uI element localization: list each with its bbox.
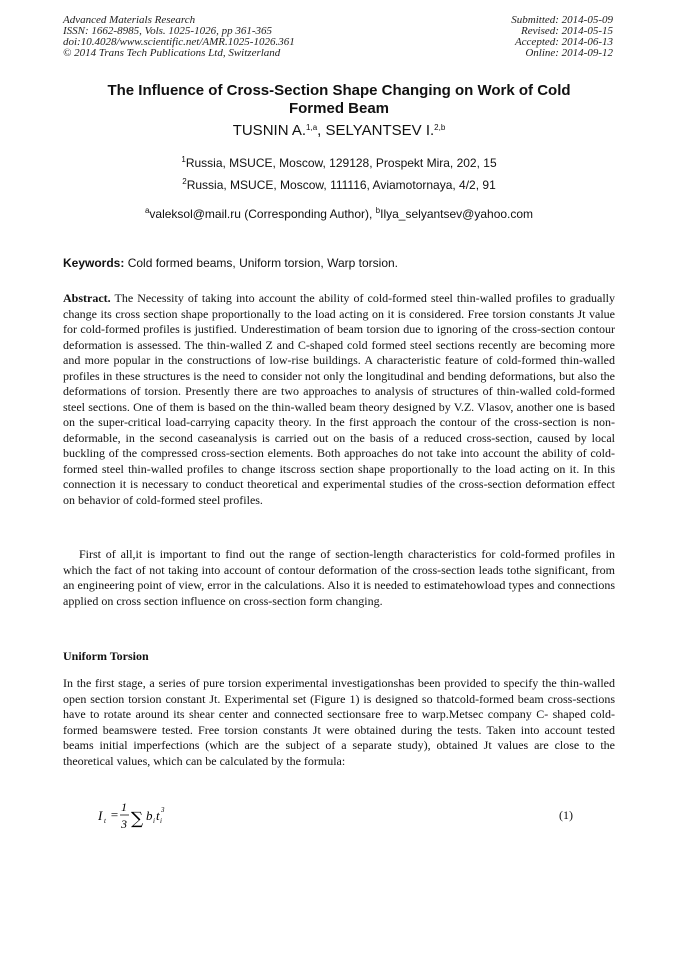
author-separator: , xyxy=(317,122,326,139)
eq-term-b: b xyxy=(146,808,153,823)
journal-header-right xyxy=(511,15,613,59)
eq-term-t-subscript: i xyxy=(160,817,162,825)
body-paragraph-3: In the first stage, a series of pure torsion experimental investigationshas been provided to specify the thin-walled open section torsion constant Jt. Experimental set (Figure 1) is designed so thatcold-formed beam cross-sections have to rotate around its shear center and connected sectionsare free to warp.Metsec company C- shaped cold-formed beamswere tested. Free torsion constants Jt were obtained during the tests. Taken into account tested beams initial imperfections (which are the subject of a separate study), obtained Jt values are close to the theoretical values, which can be calculated by the formula: xyxy=(63,676,615,768)
journal-issn: ISSN: 1662-8985, Vols. 1025-1026, pp 361-365 xyxy=(63,25,272,37)
eq-term-t-superscript: 3 xyxy=(161,806,165,814)
paper-title: The Influence of Cross-Section Shape Changing on Work of Cold Formed Beam xyxy=(107,82,571,117)
eq-term-t: t xyxy=(156,808,160,823)
abstract-label: Abstract. xyxy=(63,291,111,305)
keywords-text: Cold formed beams, Uniform torsion, Warp torsion. xyxy=(124,256,399,270)
author-1-affiliation: 1,a xyxy=(306,123,318,132)
equation-1 xyxy=(98,798,588,838)
email-b-text: Ilya_selyantsev@yahoo.com xyxy=(380,207,534,221)
eq-numerator: 1 xyxy=(121,800,127,814)
affiliation-2 xyxy=(0,178,678,192)
affiliation-1-marker: 1 xyxy=(181,155,186,164)
email-a-marker: a xyxy=(144,206,150,215)
accepted-date: Accepted: 2014-06-13 xyxy=(514,36,613,48)
abstract xyxy=(63,291,615,508)
equation-number: (1) xyxy=(559,808,573,822)
affiliation-2-marker: 2 xyxy=(182,177,187,186)
eq-equals: = xyxy=(110,807,119,822)
journal-header-left xyxy=(63,15,295,59)
keywords xyxy=(63,256,615,270)
journal-doi: doi:10.4028/www.scientific.net/AMR.1025-1026.361 xyxy=(63,36,295,48)
email-line xyxy=(0,207,678,221)
section-heading-uniform-torsion: Uniform Torsion xyxy=(63,649,149,663)
eq-lhs-subscript: t xyxy=(104,817,106,825)
journal-copyright: © 2014 Trans Tech Publications Ltd, Switzerland xyxy=(63,47,281,59)
submitted-date: Submitted: 2014-05-09 xyxy=(511,14,613,26)
author-line xyxy=(0,122,678,140)
eq-term-b-subscript: i xyxy=(153,817,155,825)
affiliation-1-text: Russia, MSUCE, Moscow, 129128, Prospekt Mira, 202, 15 xyxy=(185,156,497,170)
abstract-text: The Necessity of taking into account the ability of cold-formed steel thin-walled profiles to gradually change its cross section shape proportionally to the load acting on it is considered. Free torsion constants Jt value for cold-formed profiles is justified. Underestimation of beam torsion due to ignoring of the cross-section contour deformation is assessed. The thin-walled Z and C-shaped cold formed steel sections recently are becoming more and more popular in the constructions of low-rise buildings. A characteristic feature of cold-formed thin-walled profiles in these structures is the need to consider not only the longitudinal and bending deformations, but also the deformations of torsion. Presently there are two approaches to analysis of structures of thin-walled cold-formed steel sections. One of them is based on the thin-walled beam theory designed by V.Z. Vlasov, another one is based on the super-critical load-carrying capacity theory. In the first approach the contour of the cross-section is non-deformable, in the second caseanalysis is carried out on the basis of a reduced cross-section, caused by local buckling of the compressed cross-section elements. Both approaches do not take into account the ability of cold-formed steel thin-walled profiles to change itscross section shape proportionally to the load acting on it. In this connection it is necessary to conduct theoretical and experimental studies of the cross-section deformation effect on behavior of cold-formed steel profiles. xyxy=(63,291,615,507)
author-1: TUSNIN A. xyxy=(232,122,307,139)
journal-name: Advanced Materials Research xyxy=(63,14,196,26)
author-2: SELYANTSEV I. xyxy=(325,122,435,139)
online-date: Online: 2014-09-12 xyxy=(525,47,613,59)
author-2-affiliation: 2,b xyxy=(434,123,446,132)
revised-date: Revised: 2014-05-15 xyxy=(521,25,613,37)
body-paragraph-2: First of all,it is important to find out the range of section-length characteristics for cold-formed profiles in which the fact of not taking into account of contour deformation of the cross-section leads tothe significant, from an engineering point of view, error in the calculations. Also it is needed to estimatehowload types and connections applied on cross section influence on cross-section form changing. xyxy=(63,547,615,608)
eq-denominator: 3 xyxy=(121,817,127,831)
torsion-constant-formula xyxy=(98,798,218,838)
affiliation-1 xyxy=(0,156,678,170)
email-a-text: valeksol@mail.ru (Corresponding Author), xyxy=(149,207,376,221)
eq-lhs-symbol: I xyxy=(98,808,103,823)
eq-summation-sign: ∑ xyxy=(131,809,144,829)
email-b-marker: b xyxy=(375,206,381,215)
keywords-label: Keywords: xyxy=(63,256,125,270)
affiliation-2-text: Russia, MSUCE, Moscow, 111116, Aviamotornaya, 4/2, 91 xyxy=(186,178,496,192)
